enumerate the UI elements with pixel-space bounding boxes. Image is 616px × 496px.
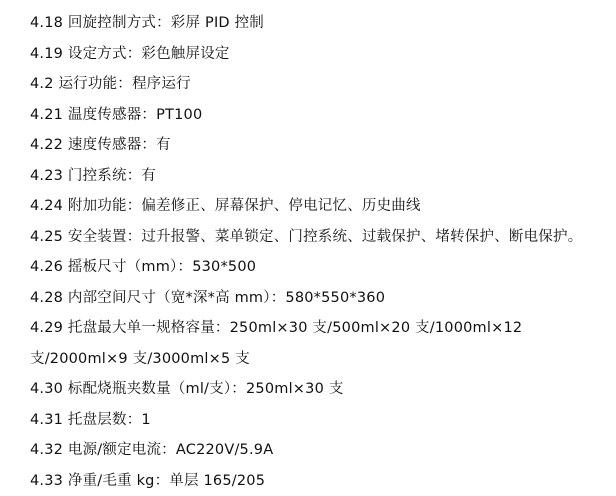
spec-line: 4.33 净重/毛重 kg：单层 165/205: [30, 466, 602, 496]
spec-line: 4.28 内部空间尺寸（宽*深*高 mm）：580*550*360: [30, 283, 602, 314]
spec-line: 4.32 电源/额定电流：AC220V/5.9A: [30, 435, 602, 466]
spec-line: 4.29 托盘最大单一规格容量：250ml×30 支/500ml×20 支/1000ml×12 支/2000ml×9 支/3000ml×5 支: [30, 313, 602, 374]
spec-line: 4.18 回旋控制方式：彩屏 PID 控制: [30, 8, 602, 39]
specification-list: [30, 8, 602, 496]
spec-line: 4.26 摇板尺寸（mm）：530*500: [30, 252, 602, 283]
spec-line: 4.22 速度传感器：有: [30, 130, 602, 161]
spec-line: 4.31 托盘层数：1: [30, 405, 602, 436]
spec-line: 4.25 安全装置：过升报警、菜单锁定、门控系统、过载保护、堵转保护、断电保护。: [30, 222, 602, 253]
spec-line: 4.30 标配烧瓶夹数量（ml/支）：250ml×30 支: [30, 374, 602, 405]
spec-line: 4.23 门控系统：有: [30, 161, 602, 192]
spec-line: 4.21 温度传感器：PT100: [30, 100, 602, 131]
spec-line: 4.24 附加功能：偏差修正、屏幕保护、停电记忆、历史曲线: [30, 191, 602, 222]
spec-line: 4.19 设定方式：彩色触屏设定: [30, 39, 602, 70]
spec-line: 4.2 运行功能：程序运行: [30, 69, 602, 100]
